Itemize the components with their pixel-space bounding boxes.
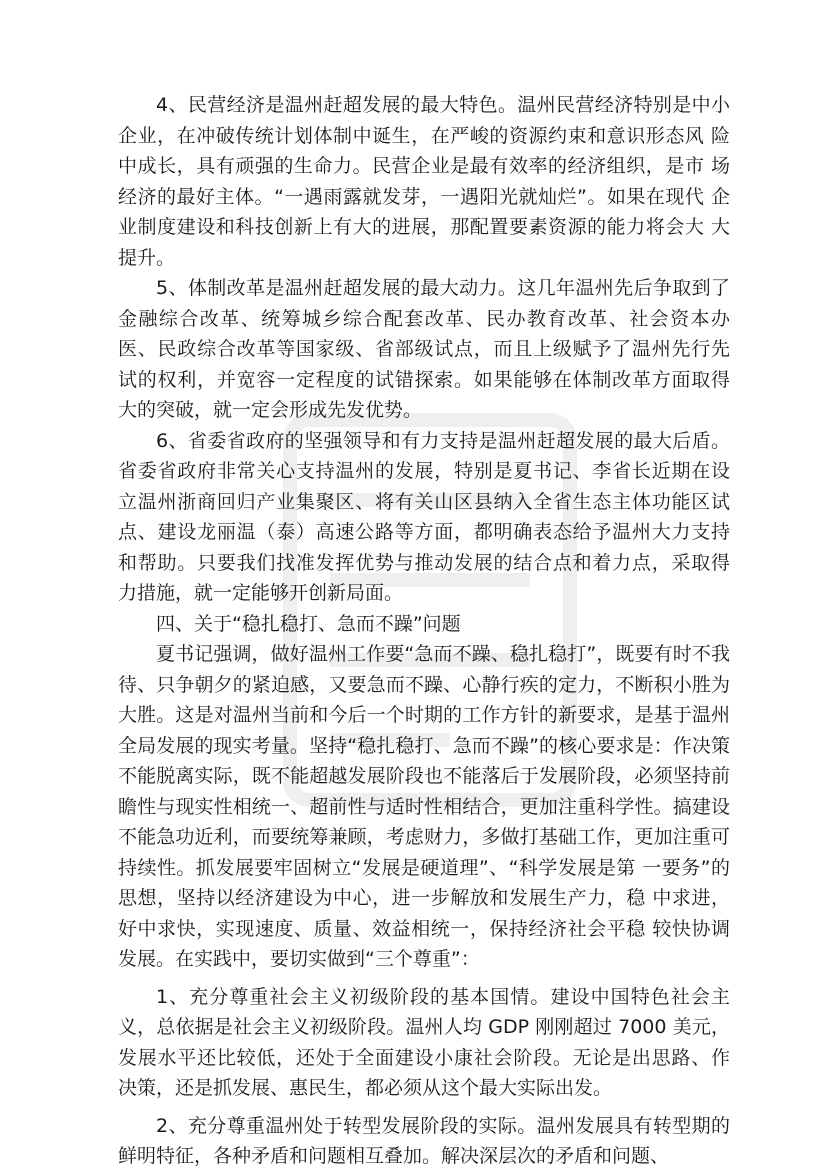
document-body	[118, 90, 730, 1172]
paragraph-institutional-reform: 5、体制改革是温州赶超发展的最大动力。这几年温州先后争取到了金融综合改革、统筹城乡综合配套改革、民办教育改革、社会资本办 医、民政综合改革等国家级、省部级试点，而且上级赋予了温州先行先 试的权利，并宽容一定程度的试错探索。如果能够在体制改革方面取得 大的突破，就一定会形成先发优势。	[118, 277, 730, 421]
paragraph-private-economy: 4、民营经济是温州赶超发展的最大特色。温州民营经济特别是中小企业，在冲破传统计划体制中诞生，在严峻的资源约束和意识形态风 险中成长，具有顽强的生命力。民营企业是最有效率的经济组织，是市 场经济的最好主体。“一遇雨露就发芽，一遇阳光就灿烂”。如果在现代 企业制度建设和科技创新上有大的进展，那配置要素资源的能力将会大 大提升。	[118, 94, 730, 269]
paragraph-steady-progress: 夏书记强调，做好温州工作要“急而不躁、稳扎稳打”，既要有时不我待、只争朝夕的紧迫感，又要急而不躁、心静行疾的定力，不断积小胜为大胜。这是对温州当前和今后一个时期的工作方针的新要求，是基于温州全局发展的现实考量。坚持“稳扎稳打、急而不躁”的核心要求是：作决策不能脱离实际，既不能超越发展阶段也不能落后于发展阶段，必须坚持前瞻性与现实性相统一、超前性与适时性相结合，更加注重科学性。搞建设不能急功近利，而要统筹兼顾，考虑财力，多做打基础工作，更加注重可持续性。抓发展要牢固树立“发展是硬道理”、“科学发展是第 一要务”的思想，坚持以经济建设为中心，进一步解放和发展生产力，稳 中求进，好中求快，实现速度、质量、效益相统一，保持经济社会平稳 较快协调发展。在实践中，要切实做到“三个尊重”：	[118, 643, 730, 970]
section-heading: 四、关于“稳扎稳打、急而不躁”问题	[156, 612, 461, 635]
paragraph-provincial-support: 6、省委省政府的坚强领导和有力支持是温州赶超发展的最大后盾。省委省政府非常关心支持温州的发展，特别是夏书记、李省长近期在设 立温州浙商回归产业集聚区、将有关山区县纳入全省生态主体功能区试 点、建设龙丽温（泰）高速公路等方面，都明确表态给予温州大力支持 和帮助。只要我们找准发挥优势与推动发展的结合点和着力点，采取得 力措施，就一定能够开创新局面。	[118, 429, 730, 604]
paragraph-national-conditions: 1、充分尊重社会主义初级阶段的基本国情。建设中国特色社会主义，总依据是社会主义初级阶段。温州人均 GDP 刚刚超过 7000 美元，发展水平还比较低，还处于全面建设小康社会阶段。无论是出思路、作 决策，还是抓发展、惠民生，都必须从这个最大实际出发。	[118, 985, 730, 1099]
paragraph-transition-stage: 2、充分尊重温州处于转型发展阶段的实际。温州发展具有转型期的鲜明特征，各种矛盾和问题相互叠加。解决深层次的矛盾和问题、	[118, 1114, 730, 1167]
